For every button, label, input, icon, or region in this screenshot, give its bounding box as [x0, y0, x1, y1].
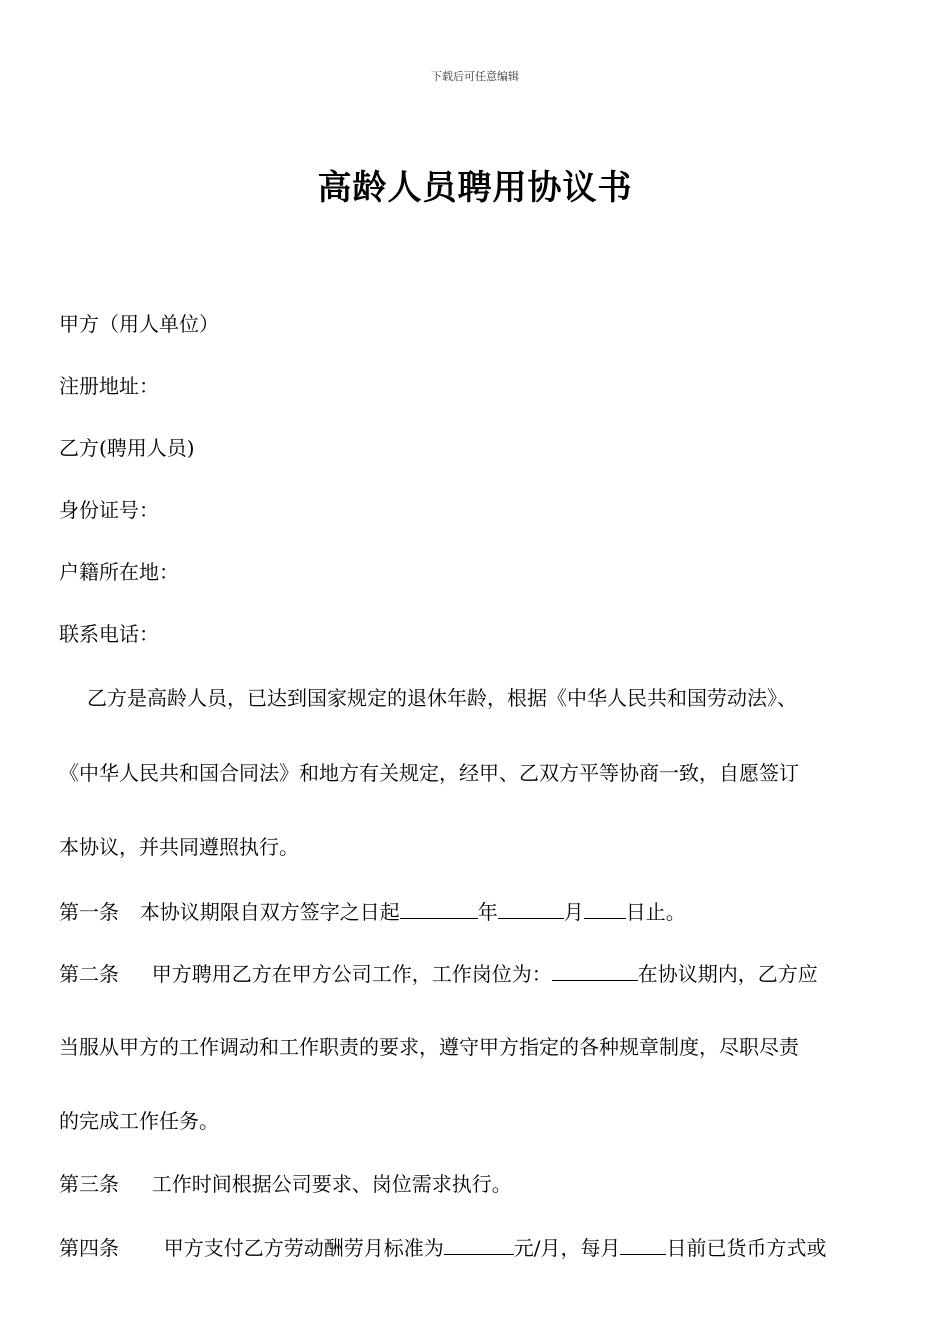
article-1-text-a: 本协议期限自双方签字之日起	[139, 900, 400, 924]
field-id-number: 身份证号：	[59, 498, 159, 522]
article-2-line-2: 当服从甲方的工作调动和工作职责的要求，遵守甲方指定的各种规章制度，尽职尽责	[59, 1035, 799, 1059]
article-2-text-a: 甲方聘用乙方在甲方公司工作，工作岗位为：	[151, 962, 552, 986]
article-3-text: 工作时间根据公司要求、岗位需求执行。	[151, 1172, 512, 1196]
article-4-text-c: 日前已货币方式或	[666, 1236, 827, 1260]
blank-salary	[444, 1232, 514, 1255]
document-title: 高龄人员聘用协议书	[317, 168, 633, 208]
article-4-text-b: 元/月，每月	[513, 1236, 621, 1260]
article-4-text-a: 甲方支付乙方劳动酬劳月标准为	[163, 1236, 444, 1260]
article-3-label: 第三条	[59, 1172, 119, 1196]
article-1-text-c: 月	[563, 900, 584, 924]
article-2-line-3: 的完成工作任务。	[59, 1109, 219, 1133]
article-2-label: 第二条	[59, 962, 119, 986]
blank-year	[400, 896, 478, 919]
article-2-text-b: 在协议期内，乙方应	[637, 962, 818, 986]
intro-line-2: 《中华人民共和国合同法》和地方有关规定，经甲、乙双方平等协商一致，自愿签订	[59, 761, 799, 785]
article-3	[59, 1170, 899, 1198]
blank-position	[552, 958, 638, 981]
article-4-label: 第四条	[59, 1236, 119, 1260]
blank-day	[584, 896, 626, 919]
article-1	[59, 896, 899, 926]
blank-pay-day	[620, 1232, 666, 1255]
article-2	[59, 958, 899, 988]
article-1-label: 第一条	[59, 900, 119, 924]
field-phone: 联系电话：	[59, 622, 159, 646]
field-party-a: 甲方（用人单位）	[59, 312, 219, 336]
intro-line-3: 本协议，并共同遵照执行。	[59, 835, 299, 859]
article-1-text-b: 年	[477, 900, 498, 924]
field-party-b: 乙方(聘用人员)	[59, 436, 195, 460]
blank-month	[498, 896, 564, 919]
intro-line-1: 乙方是高龄人员，已达到国家规定的退休年龄，根据《中华人民共和国劳动法》、	[87, 686, 797, 710]
field-household: 户籍所在地：	[59, 560, 179, 584]
header-note: 下载后可任意编辑	[431, 70, 519, 83]
article-1-text-d: 日止。	[625, 900, 686, 924]
article-4	[59, 1232, 899, 1262]
field-reg-address: 注册地址：	[59, 374, 159, 398]
